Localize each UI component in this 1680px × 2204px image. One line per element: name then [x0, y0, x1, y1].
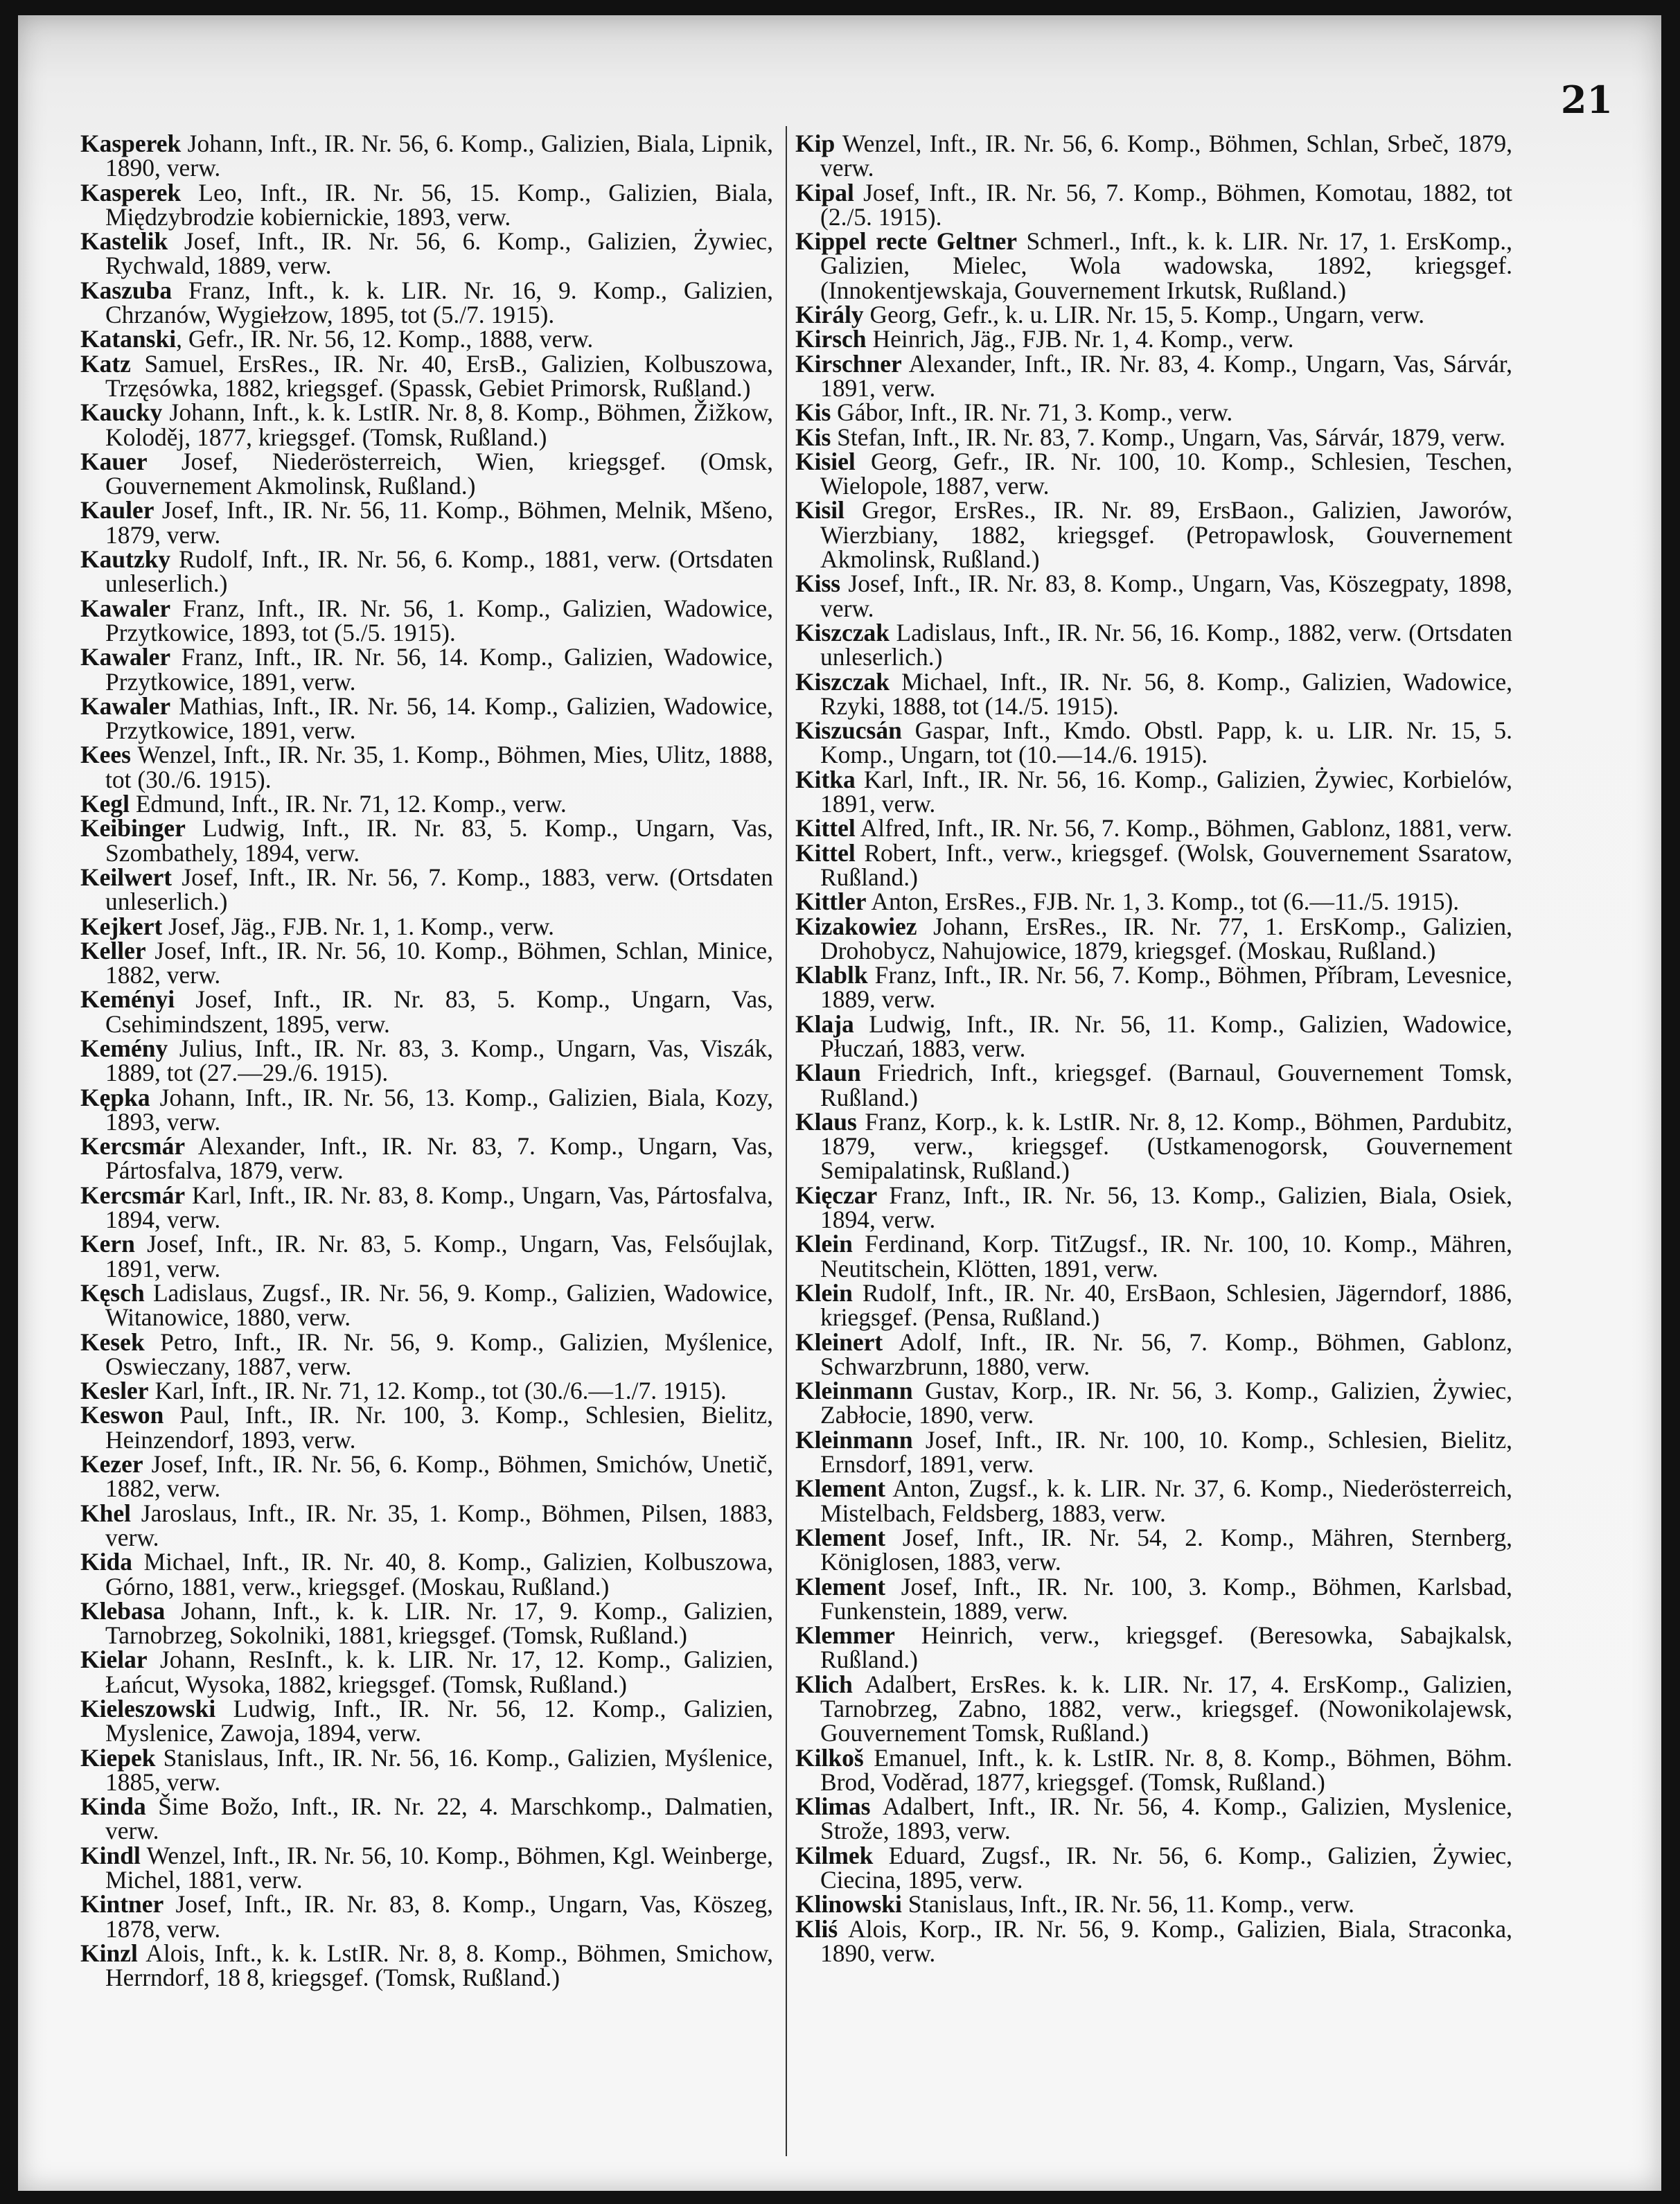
list-item [795, 618, 1512, 671]
entry-details: Alois, Korp., IR. Nr. 56, 9. Komp., Galizien, Biala, Straconka, 1890, verw. [820, 1914, 1512, 1967]
list-item [795, 1523, 1512, 1576]
list-item [80, 1941, 773, 1991]
entry-surname: Klaja [795, 1010, 854, 1038]
entry-details: Johann, Inft., IR. Nr. 56, 13. Komp., Galizien, Biala, Kozy, 1893, verw. [105, 1083, 773, 1136]
entry-details: Franz, Inft., IR. Nr. 56, 14. Komp., Galizien, Wadowice, Przytkowice, 1891, verw. [105, 643, 773, 696]
entry-surname: Kawaler [80, 643, 171, 671]
entry-surname: Klaus [795, 1107, 857, 1136]
entry-surname: Kitka [795, 765, 856, 793]
entry-details: Josef, Inft., IR. Nr. 83, 5. Komp., Ungarn, Vas, Csehimindszent, 1895, verw. [105, 985, 773, 1038]
list-item [795, 1841, 1512, 1894]
entry-details: Karl, Inft., IR. Nr. 83, 8. Komp., Ungarn, Vas, Pártosfalva, 1894, verw. [105, 1181, 773, 1234]
entry-surname: Khel [80, 1499, 131, 1527]
entry-details: Karl, Inft., IR. Nr. 71, 12. Komp., tot (30./6.—1./7. 1915). [148, 1377, 727, 1405]
entry-surname: Kida [80, 1548, 132, 1576]
entry-details: Franz, Inft., IR. Nr. 56, 7. Komp., Böhmen, Příbram, Levesnice, 1889, verw. [820, 961, 1512, 1014]
entry-surname: Keményi [80, 985, 175, 1014]
entry-details: Adolf, Inft., IR. Nr. 56, 7. Komp., Böhmen, Gablonz, Schwarzbrunn, 1880, verw. [820, 1328, 1512, 1380]
entry-surname: Kintner [80, 1890, 164, 1919]
entry-surname: Kasperek [80, 130, 182, 157]
entry-details: Josef, Inft., IR. Nr. 56, 7. Komp., 1883, verw. (Ortsdaten unleserlich.) [105, 863, 773, 916]
entry-details: Alfred, Inft., IR. Nr. 56, 7. Komp., Böhmen, Gablonz, 1881, verw. [855, 814, 1512, 843]
entry-details: Heinrich, verw., kriegsgef. (Beresowka, Sabajkalsk, Rußland.) [820, 1621, 1512, 1674]
list-item [795, 1792, 1512, 1845]
entry-details: Josef, Inft., IR. Nr. 100, 10. Komp., Schlesien, Bielitz, Ernsdorf, 1891, verw. [820, 1425, 1512, 1479]
list-item [80, 327, 773, 351]
entry-details: Josef, Inft., IR. Nr. 83, 8. Komp., Ungarn, Vas, Köszeg, 1878, verw. [105, 1890, 773, 1943]
entry-details: Heinrich, Jäg., FJB. Nr. 1, 4. Komp., verw. [866, 325, 1294, 353]
entry-details: Gregor, ErsRes., IR. Nr. 89, ErsBaon., Galizien, Jaworów, Wierzbiany, 1882, kriegsgef. (Petropawlosk, Gouvernement Akmolinsk, Rußland.) [820, 496, 1512, 574]
entry-surname: Kleinmann [795, 1425, 913, 1454]
entry-details: Josef, Inft., IR. Nr. 56, 7. Komp., Böhmen, Komotau, 1882, tot (2./5. 1915). [820, 178, 1512, 231]
list-item [795, 890, 1512, 914]
entry-surname: Keibinger [80, 814, 186, 843]
entry-surname: Kaucky [80, 398, 163, 427]
entry-details: Alexander, Inft., IR. Nr. 83, 4. Komp., Ungarn, Vas, Sárvár, 1891, verw. [820, 349, 1512, 402]
list-item [80, 178, 773, 231]
entry-surname: Kiszczak [795, 667, 890, 696]
entry-surname: Kipal [795, 178, 854, 206]
entry-details: Josef, Inft., IR. Nr. 100, 3. Komp., Böhmen, Karlsbad, Funkenstein, 1889, verw. [820, 1572, 1512, 1625]
entry-details: Ladislaus, Zugsf., IR. Nr. 56, 9. Komp., Galizien, Wadowice, Witanowice, 1880, verw. [105, 1278, 773, 1332]
list-item [80, 1379, 773, 1403]
list-item [795, 132, 1512, 181]
entry-surname: Kis [795, 423, 831, 451]
list-item [80, 792, 773, 816]
list-item [80, 743, 773, 792]
list-item [795, 838, 1512, 891]
entry-details: Johann, Inft., k. k. LIR. Nr. 17, 9. Komp., Galizien, Tarnobrzeg, Sokolniki, 1881, kriegsgef. (Tomsk, Rußland.) [105, 1596, 773, 1650]
entry-details: Franz, Inft., k. k. LIR. Nr. 16, 9. Komp., Galizien, Chrzanów, Wygiełzow, 1895, tot (5./7. 1915). [105, 276, 773, 329]
entry-details: Franz, Inft., IR. Nr. 56, 1. Komp., Galizien, Wadowice, Przytkowice, 1893, tot (5./5. 1915). [105, 594, 773, 646]
entry-surname: Kilkoš [795, 1743, 864, 1772]
entry-details: Gustav, Korp., IR. Nr. 56, 3. Komp., Galizien, Żywiec, Zabłocie, 1890, verw. [820, 1377, 1512, 1429]
entry-surname: Kępka [80, 1083, 150, 1111]
entry-surname: Kisiel [795, 447, 856, 475]
entry-details: Ludwig, Inft., IR. Nr. 83, 5. Komp., Ungarn, Vas, Szombathely, 1894, verw. [105, 814, 773, 867]
entry-surname: Klement [795, 1474, 886, 1503]
entry-details: Michael, Inft., IR. Nr. 40, 8. Komp., Galizien, Kolbuszowa, Górno, 1881, verw., kriegsgef. (Moskau, Rußland.) [105, 1548, 773, 1601]
entry-details: Anton, Zugsf., k. k. LIR. Nr. 37, 6. Komp., Niederösterreich, Mistelbach, Feldsberg, 1883, verw. [820, 1474, 1512, 1527]
column-divider [786, 126, 787, 2156]
entry-surname: Kiss [795, 570, 841, 598]
entry-surname: Kauler [80, 496, 154, 524]
list-item [80, 498, 773, 547]
entry-details: Wenzel, Inft., IR. Nr. 56, 10. Komp., Böhmen, Kgl. Weinberge, Michel, 1881, verw. [105, 1841, 773, 1894]
entry-details: Stanislaus, Inft., IR. Nr. 56, 11. Komp., verw. [901, 1890, 1354, 1919]
entry-surname: Kliś [795, 1914, 838, 1943]
list-item [80, 1134, 773, 1183]
entry-surname: Katanski [80, 325, 177, 353]
list-item [795, 667, 1512, 720]
entry-details: Josef, Inft., IR. Nr. 83, 8. Komp., Ungarn, Vas, Köszegpaty, 1898, verw. [820, 570, 1512, 622]
list-item [795, 1278, 1512, 1332]
entry-surname: Kemény [80, 1034, 168, 1062]
list-item [795, 1061, 1512, 1110]
entry-surname: Kiszczak [795, 618, 890, 646]
list-item [80, 1550, 773, 1599]
list-item [795, 1670, 1512, 1747]
entry-surname: Kisil [795, 496, 845, 524]
entry-details: Robert, Inft., verw., kriegsgef. (Wolsk, Gouvernement Ssaratow, Rußland.) [820, 838, 1512, 891]
entry-details: Josef, Niederösterreich, Wien, kriegsgef. (Omsk, Gouvernement Akmolinsk, Rußland.) [105, 447, 773, 500]
entry-surname: Klebasa [80, 1596, 166, 1625]
list-item [795, 447, 1512, 500]
list-item [80, 447, 773, 500]
entry-surname: Kees [80, 741, 131, 769]
list-item [795, 572, 1512, 621]
list-item [795, 1012, 1512, 1061]
entry-surname: Klein [795, 1230, 853, 1258]
entry-details: Leo, Inft., IR. Nr. 56, 15. Komp., Galizien, Biala, Międzybrodzie kobiernickie, 1893, verw. [105, 178, 773, 231]
entry-details: Petro, Inft., IR. Nr. 56, 9. Komp., Galizien, Myślenice, Oswieczany, 1887, verw. [105, 1328, 773, 1380]
left-column [80, 132, 773, 1991]
entry-details: Johann, Inft., IR. Nr. 56, 6. Komp., Galizien, Biala, Lipnik, 1890, verw. [105, 130, 773, 182]
entry-surname: Kesler [80, 1377, 149, 1405]
entry-details: Stefan, Inft., IR. Nr. 83, 7. Komp., Ungarn, Vas, Sárvár, 1879, verw. [831, 423, 1505, 451]
entry-surname: Kęsch [80, 1278, 145, 1307]
list-item [80, 1596, 773, 1650]
entry-surname: Kejkert [80, 912, 163, 940]
entry-surname: Kawaler [80, 594, 171, 622]
entry-details: Wenzel, Inft., IR. Nr. 56, 6. Komp., Böhmen, Schlan, Srbeč, 1879, verw. [820, 130, 1512, 182]
entry-surname: Kautzky [80, 545, 171, 574]
list-item [80, 1034, 773, 1087]
entry-details: Gaspar, Inft., Kmdo. Obstl. Papp, k. u. LIR. Nr. 15, 5. Komp., Ungarn, tot (10.—14./6. 1915). [820, 716, 1512, 769]
list-item [795, 303, 1512, 327]
list-item [795, 400, 1512, 425]
entry-details: Johann, ResInft., k. k. LIR. Nr. 17, 12. Komp., Galizien, Łańcut, Wysoka, 1882, kriegsgef. (Tomsk, Rußland.) [105, 1646, 773, 1698]
list-item [80, 987, 773, 1037]
list-item [80, 645, 773, 694]
list-item [80, 865, 773, 915]
entry-surname: Kercsmár [80, 1132, 186, 1161]
list-item [80, 1697, 773, 1746]
list-item [80, 1083, 773, 1136]
entry-surname: Klinowski [795, 1890, 902, 1919]
entry-surname: Klaun [795, 1059, 861, 1087]
list-item [795, 425, 1512, 450]
entry-surname: Kip [795, 130, 835, 157]
entry-details: Rudolf, Inft., IR. Nr. 40, ErsBaon, Schlesien, Jägerndorf, 1886, kriegsgef. (Pensa, Rußland.) [820, 1278, 1512, 1332]
list-item [795, 229, 1512, 303]
list-item [795, 912, 1512, 964]
entry-details: Adalbert, ErsRes. k. k. LIR. Nr. 17, 4. ErsKomp., Galizien, Tarnobrzeg, Zabno, 1882, verw., kriegsgef. (Nowonikolajewsk, Gouvernement Tomsk, Rußland.) [820, 1670, 1512, 1747]
entry-surname: Kleinmann [795, 1377, 913, 1405]
list-item [80, 1743, 773, 1796]
list-item [80, 1232, 773, 1281]
entry-details: Josef, Jäg., FJB. Nr. 1, 1. Komp., verw. [162, 912, 554, 940]
entry-surname: Keller [80, 936, 146, 964]
entry-details: Josef, Inft., IR. Nr. 56, 6. Komp., Galizien, Żywiec, Rychwald, 1889, verw. [105, 227, 773, 280]
entry-surname: Kittler [795, 888, 867, 916]
list-item [795, 718, 1512, 768]
entry-details: Schmerl., Inft., k. k. LIR. Nr. 17, 1. ErsKomp., Galizien, Mielec, Wola wadowska, 1892, kriegsgef. (Innokentjewskaja, Gouvernement Irkutsk, Rußland.) [820, 227, 1512, 304]
entry-details: Eduard, Zugsf., IR. Nr. 56, 6. Komp., Galizien, Żywiec, Ciecina, 1895, verw. [820, 1841, 1512, 1894]
entry-surname: Kastelik [80, 227, 168, 256]
entry-details: Šime Božo, Inft., IR. Nr. 22, 4. Marschkomp., Dalmatien, verw. [105, 1792, 773, 1845]
list-item [80, 912, 773, 940]
list-item [795, 327, 1512, 351]
entry-details: Karl, Inft., IR. Nr. 56, 16. Komp., Galizien, Żywiec, Korbielów, 1891, verw. [820, 765, 1512, 818]
entry-surname: Keswon [80, 1401, 164, 1429]
list-item [795, 1183, 1512, 1233]
entry-surname: Kawaler [80, 691, 171, 720]
entry-surname: Kinda [80, 1792, 146, 1821]
list-item [80, 1501, 773, 1551]
entry-surname: Király [795, 301, 864, 329]
entry-details: Emanuel, Inft., k. k. LstIR. Nr. 8, 8. Komp., Böhmen, Böhm. Brod, Voděrad, 1877, kriegsgef. (Tomsk, Rußland.) [820, 1743, 1512, 1796]
list-item [795, 1623, 1512, 1673]
list-item [80, 1892, 773, 1941]
list-item [80, 691, 773, 745]
list-item [80, 400, 773, 450]
entry-details: Ludwig, Inft., IR. Nr. 56, 11. Komp., Galizien, Wadowice, Płuczań, 1883, verw. [820, 1010, 1512, 1062]
entry-surname: Kięczar [795, 1181, 878, 1209]
entry-surname: Kern [80, 1230, 135, 1258]
entry-details: Franz, Korp., k. k. LstIR. Nr. 8, 12. Komp., Böhmen, Pardubitz, 1879, verw., kriegsgef. (Ustkamenogorsk, Gouvernement Semipalatinsk, Rußland.) [820, 1107, 1512, 1185]
entry-details: Alois, Inft., k. k. LstIR. Nr. 8, 8. Komp., Böhmen, Smichow, Herrndorf, 18 8, kriegsgef. (Tomsk, Rußland.) [105, 1939, 773, 1992]
list-item [795, 1425, 1512, 1479]
entry-surname: Kieleszowski [80, 1695, 216, 1722]
entry-details: Josef, Inft., IR. Nr. 54, 2. Komp., Mähren, Sternberg, Königlosen, 1883, verw. [820, 1523, 1512, 1576]
list-item [80, 1183, 773, 1233]
list-item [80, 547, 773, 597]
list-item [795, 1476, 1512, 1526]
list-item [80, 594, 773, 646]
entry-surname: Katz [80, 349, 131, 378]
list-item [795, 1232, 1512, 1281]
entry-surname: Kilmek [795, 1841, 874, 1869]
entry-details: Josef, Inft., IR. Nr. 56, 10. Komp., Böhmen, Schlan, Minice, 1882, verw. [105, 936, 773, 989]
entry-surname: Klement [795, 1523, 886, 1551]
list-item [795, 1572, 1512, 1625]
page-number: 21 [1560, 78, 1613, 122]
entry-details: Ludwig, Inft., IR. Nr. 56, 12. Komp., Galizien, Myslenice, Zawoja, 1894, verw. [105, 1695, 773, 1747]
entry-details: Gábor, Inft., IR. Nr. 71, 3. Komp., verw. [831, 398, 1233, 427]
entry-surname: Klein [795, 1278, 853, 1307]
entry-surname: Kirsch [795, 325, 867, 353]
list-item [80, 1278, 773, 1332]
entry-surname: Kleinert [795, 1328, 883, 1356]
entry-details: Johann, Inft., k. k. LstIR. Nr. 8, 8. Komp., Böhmen, Žižkow, Koloděj, 1877, kriegsgef. (Tomsk, Rußland.) [105, 398, 773, 451]
entry-surname: Kercsmár [80, 1181, 186, 1209]
list-item [80, 1792, 773, 1845]
list-item [80, 816, 773, 865]
entry-surname: Kippel recte Geltner [795, 227, 1018, 256]
entry-surname: Kindl [80, 1841, 141, 1869]
entry-surname: Klemmer [795, 1621, 895, 1650]
list-item [795, 498, 1512, 572]
entry-surname: Klement [795, 1572, 886, 1601]
entry-details: Samuel, ErsRes., IR. Nr. 40, ErsB., Galizien, Kolbuszowa, Trzęsówka, 1882, kriegsgef. (Spassk, Gebiet Primorsk, Rußland.) [105, 349, 773, 402]
list-item [795, 1743, 1512, 1796]
entry-details: Michael, Inft., IR. Nr. 56, 8. Komp., Galizien, Wadowice, Rzyki, 1888, tot (14./5. 1915). [820, 667, 1512, 720]
entry-surname: Kirschner [795, 349, 902, 378]
entry-surname: Kis [795, 398, 831, 427]
entry-details: , Gefr., IR. Nr. 56, 12. Komp., 1888, verw. [176, 325, 594, 353]
entry-details: Mathias, Inft., IR. Nr. 56, 14. Komp., Galizien, Wadowice, Przytkowice, 1891, verw. [105, 691, 773, 745]
list-item [80, 1330, 773, 1379]
entry-details: Ladislaus, Inft., IR. Nr. 56, 16. Komp., 1882, verw. (Ortsdaten unleserlich.) [820, 618, 1512, 671]
entry-details: Josef, Inft., IR. Nr. 56, 11. Komp., Böhmen, Melnik, Mšeno, 1879, verw. [105, 496, 773, 549]
entry-surname: Kasperek [80, 178, 182, 206]
list-item [795, 178, 1512, 231]
entry-surname: Klich [795, 1670, 853, 1698]
list-item [795, 1330, 1512, 1379]
list-item [795, 963, 1512, 1012]
list-item [80, 1403, 773, 1452]
entry-details: Anton, ErsRes., FJB. Nr. 1, 3. Komp., tot (6.—11./5. 1915). [866, 888, 1460, 916]
entry-details: Stanislaus, Inft., IR. Nr. 56, 16. Komp., Galizien, Myślenice, 1885, verw. [105, 1743, 773, 1796]
list-item [795, 1379, 1512, 1428]
entry-details: Georg, Gefr., IR. Nr. 100, 10. Komp., Schlesien, Teschen, Wielopole, 1887, verw. [820, 447, 1512, 500]
entry-details: Paul, Inft., IR. Nr. 100, 3. Komp., Schlesien, Bielitz, Heinzendorf, 1893, verw. [105, 1401, 773, 1454]
entry-details: Franz, Inft., IR. Nr. 56, 13. Komp., Galizien, Biala, Osiek, 1894, verw. [820, 1181, 1512, 1234]
entry-surname: Klimas [795, 1792, 871, 1821]
list-item [795, 765, 1512, 818]
entry-surname: Kittel [795, 838, 856, 867]
document-page [18, 15, 1661, 2191]
entry-surname: Keilwert [80, 863, 173, 891]
list-item [795, 349, 1512, 402]
entry-surname: Kegl [80, 790, 130, 818]
list-item [80, 1452, 773, 1501]
entry-surname: Kaszuba [80, 276, 173, 304]
entry-details: Jaroslaus, Inft., IR. Nr. 35, 1. Komp., Böhmen, Pilsen, 1883, verw. [105, 1499, 773, 1551]
entry-surname: Kauer [80, 447, 148, 475]
entry-details: Johann, ErsRes., IR. Nr. 77, 1. ErsKomp., Galizien, Drohobycz, Nahujowice, 1879, kriegsgef. (Moskau, Rußland.) [820, 912, 1512, 964]
list-item [795, 814, 1512, 843]
entry-details: Edmund, Inft., IR. Nr. 71, 12. Komp., verw. [129, 790, 567, 818]
entry-surname: Kinzl [80, 1939, 138, 1967]
entry-details: Rudolf, Inft., IR. Nr. 56, 6. Komp., 1881, verw. (Ortsdaten unleserlich.) [105, 545, 773, 598]
list-item [80, 229, 773, 279]
entry-details: Wenzel, Inft., IR. Nr. 35, 1. Komp., Böhmen, Mies, Ulitz, 1888, tot (30./6. 1915). [105, 741, 773, 793]
entry-details: Adalbert, Inft., IR. Nr. 56, 4. Komp., Galizien, Myslenice, Strože, 1893, verw. [820, 1792, 1512, 1845]
entry-details: Ferdinand, Korp. TitZugsf., IR. Nr. 100, 10. Komp., Mähren, Neutitschein, Klötten, 1891, verw. [820, 1230, 1512, 1282]
list-item [80, 132, 773, 181]
list-item [795, 1107, 1512, 1185]
entry-details: Friedrich, Inft., kriegsgef. (Barnaul, Gouvernement Tomsk, Rußland.) [820, 1059, 1512, 1111]
list-item [80, 349, 773, 402]
entry-surname: Kezer [80, 1450, 143, 1479]
entry-details: Alexander, Inft., IR. Nr. 83, 7. Komp., Ungarn, Vas, Pártosfalva, 1879, verw. [105, 1132, 773, 1185]
list-item [795, 1914, 1512, 1967]
entry-surname: Klablk [795, 961, 868, 989]
entry-surname: Kiszucsán [795, 716, 902, 745]
right-column [795, 132, 1512, 1966]
list-item [80, 1841, 773, 1894]
entry-surname: Kesek [80, 1328, 145, 1356]
entry-details: Julius, Inft., IR. Nr. 83, 3. Komp., Ungarn, Vas, Viszák, 1889, tot (27.—29./6. 1915). [105, 1034, 773, 1087]
list-item [80, 1648, 773, 1697]
list-item [795, 1890, 1512, 1919]
entry-surname: Kielar [80, 1646, 148, 1674]
entry-details: Josef, Inft., IR. Nr. 83, 5. Komp., Ungarn, Vas, Felsőujlak, 1891, verw. [105, 1230, 773, 1282]
entry-surname: Kittel [795, 814, 856, 843]
list-item [80, 936, 773, 989]
list-item [80, 276, 773, 329]
entry-surname: Kizakowiez [795, 912, 917, 940]
entry-surname: Kiepek [80, 1743, 156, 1772]
entry-details: Georg, Gefr., k. u. LIR. Nr. 15, 5. Komp., Ungarn, verw. [863, 301, 1425, 329]
entry-details: Josef, Inft., IR. Nr. 56, 6. Komp., Böhmen, Smichów, Unetič, 1882, verw. [105, 1450, 773, 1503]
